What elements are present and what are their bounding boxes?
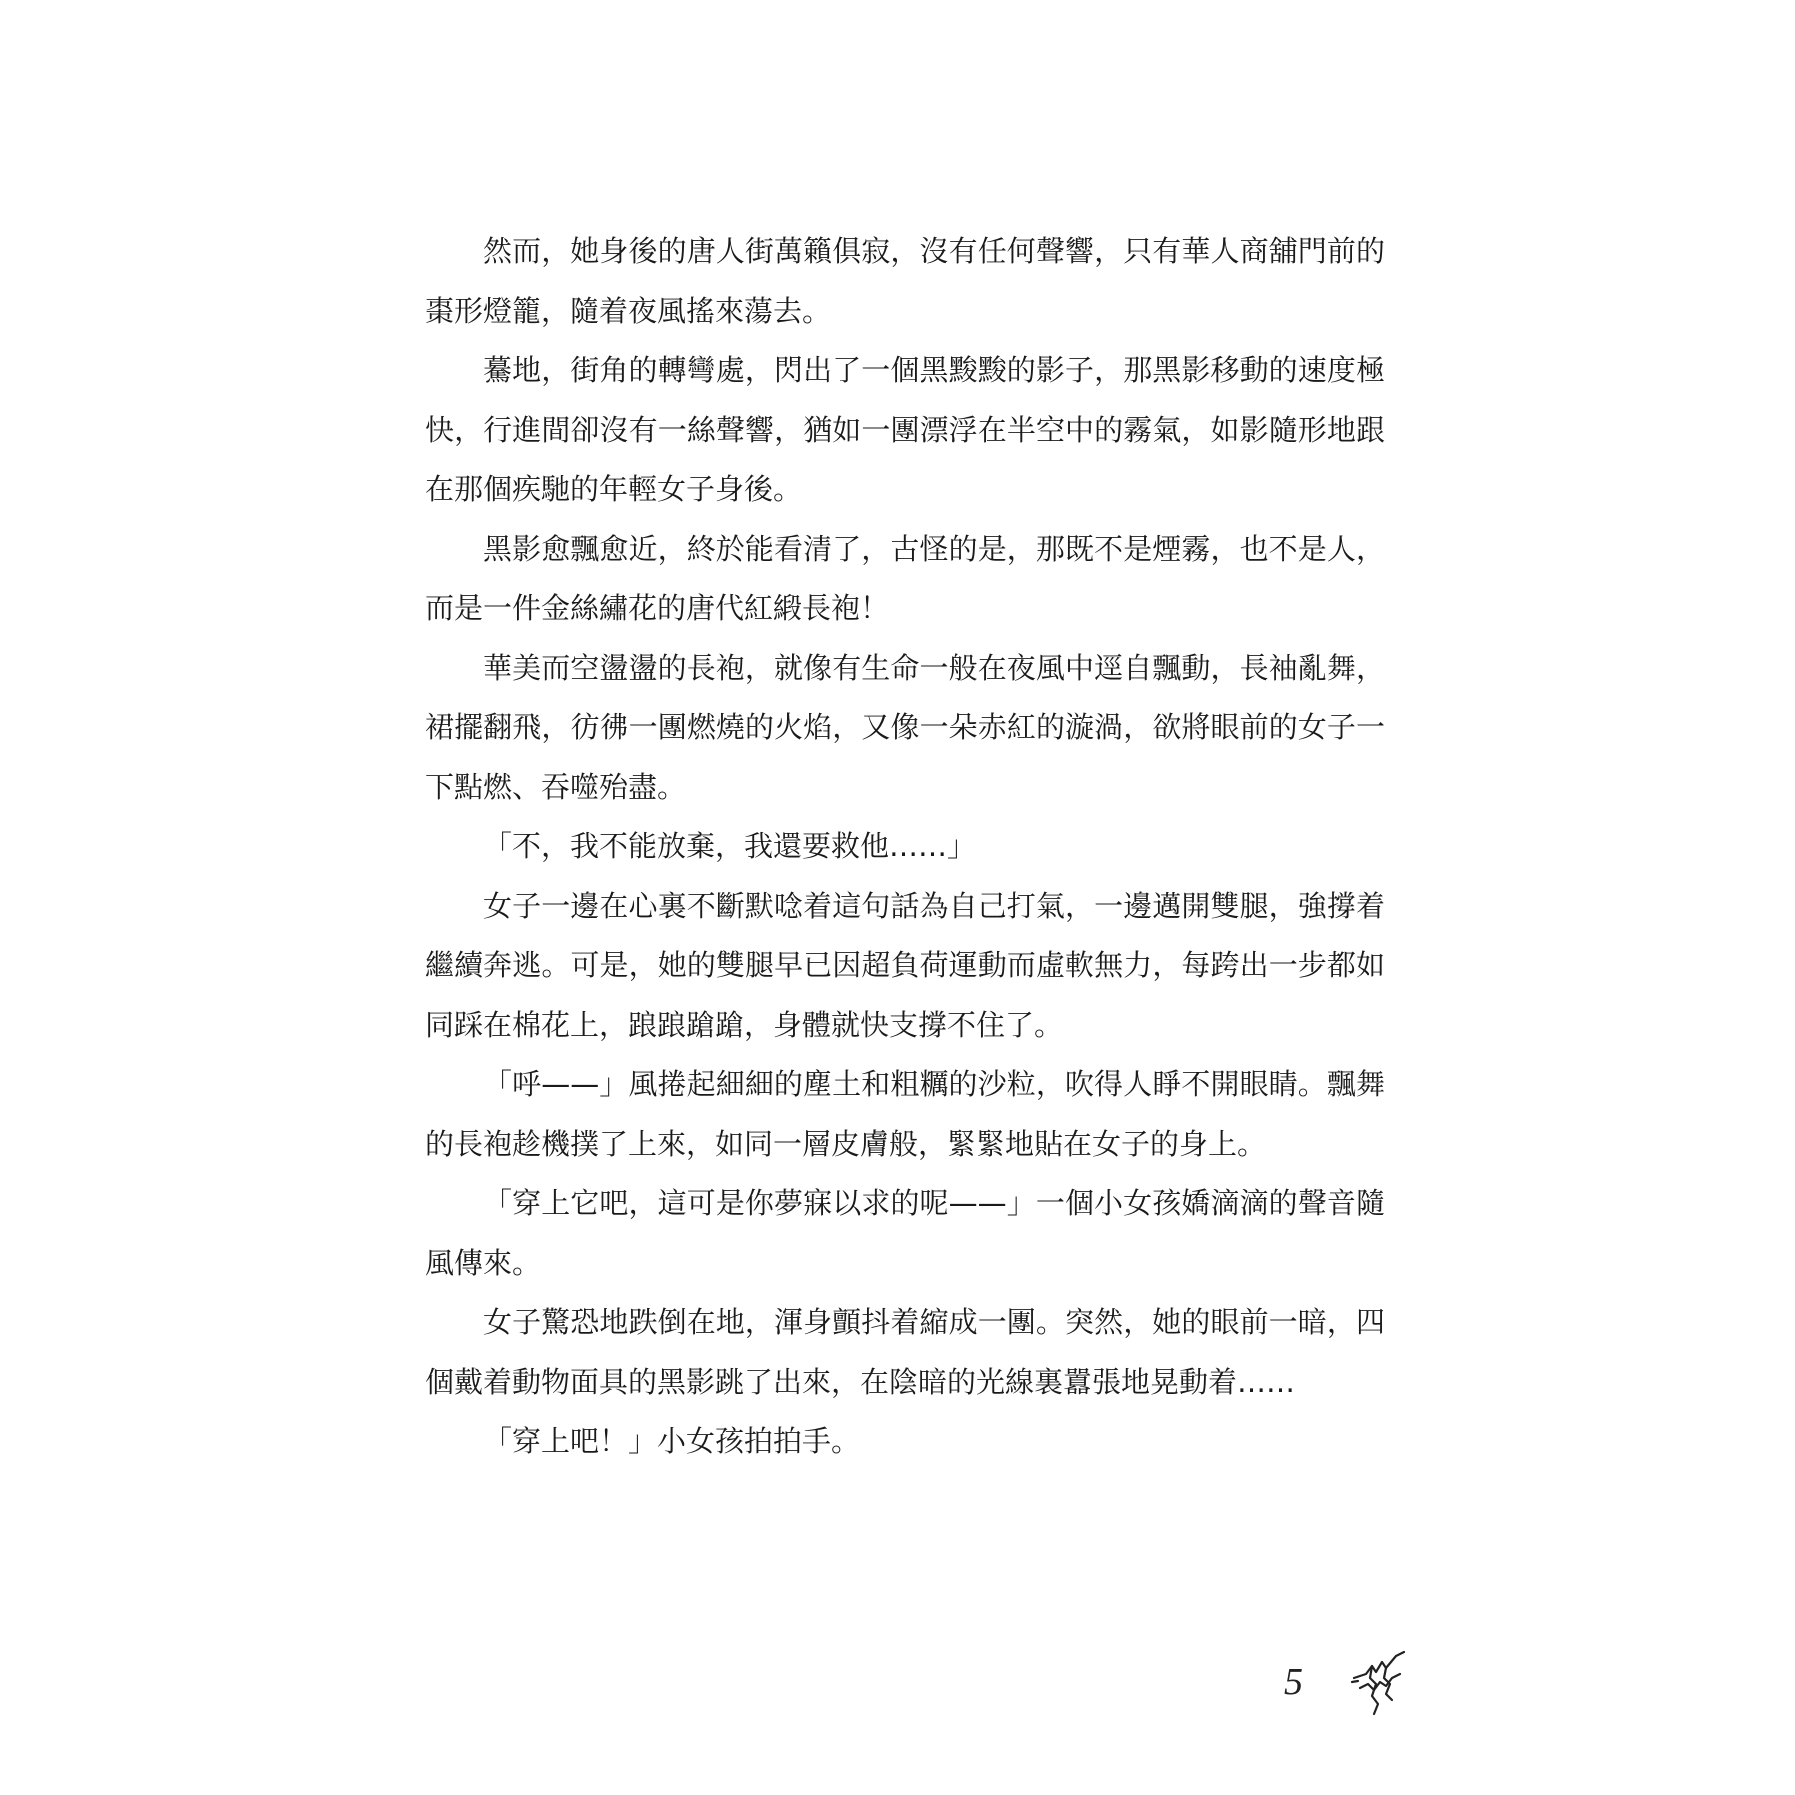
paragraph: 女子驚恐地跌倒在地，渾身顫抖着縮成一團。突然，她的眼前一暗，四個戴着動物面具的黑影跳了出來，在陰暗的光線裏囂張地晃動着…… [425, 1305, 1385, 1399]
paragraph: 黑影愈飄愈近，終於能看清了，古怪的是，那既不是煙霧，也不是人，而是一件金絲繡花的唐代紅緞長袍！ [425, 531, 1385, 625]
paragraph: 「呼——」風捲起細細的塵土和粗糲的沙粒，吹得人睜不開眼睛。飄舞的長袍趁機撲了上來，如同一層皮膚般，緊緊地貼在女子的身上。 [425, 1067, 1385, 1161]
paragraph: 女子一邊在心裏不斷默唸着這句話為自己打氣，一邊邁開雙腿，強撐着繼續奔逃。可是，她的雙腿早已因超負荷運動而虛軟無力，每跨出一步都如同踩在棉花上，踉踉蹌蹌，身體就快支撐不住了。 [425, 888, 1385, 1042]
paragraph: 華美而空盪盪的長袍，就像有生命一般在夜風中逕自飄動，長袖亂舞，裙擺翻飛，彷彿一團燃燒的火焰，又像一朵赤紅的漩渦，欲將眼前的女子一下點燃、吞噬殆盡。 [425, 650, 1385, 804]
paragraph: 「不，我不能放棄，我還要救他……」 [483, 829, 977, 863]
paragraph: 「穿上吧！」小女孩拍拍手。 [483, 1424, 861, 1458]
page-footer [1270, 1648, 1430, 1738]
paragraph: 驀地，街角的轉彎處，閃出了一個黑黢黢的影子，那黑影移動的速度極快，行進間卻沒有一絲聲響，猶如一團漂浮在半空中的霧氣，如影隨形地跟在那個疾馳的年輕女子身後。 [425, 353, 1385, 506]
page-number: 5 [1284, 1661, 1303, 1703]
crack-doodle-icon [1346, 1648, 1410, 1718]
paragraph: 然而，她身後的唐人街萬籟俱寂，沒有任何聲響，只有華人商舖門前的棗形燈籠，隨着夜風搖來蕩去。 [425, 234, 1385, 328]
paragraph: 「穿上它吧，這可是你夢寐以求的呢——」一個小女孩嬌滴滴的聲音隨風傳來。 [425, 1186, 1385, 1280]
body-text [425, 222, 1385, 1472]
